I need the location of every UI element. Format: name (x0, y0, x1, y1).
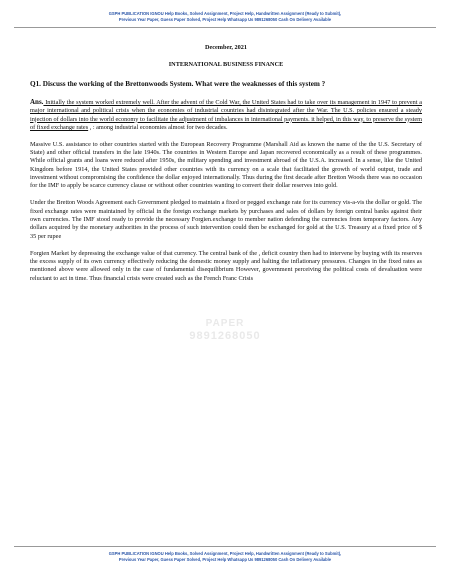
page-footer (0, 551, 450, 563)
answer-paragraph-3: Under the Bretton Woods Agreement each Government pledged to maintain a fixed or pegged exchange rate for its currency vis-a-vis the dollar or gold. The fixed exchange rates were maintained by official in the foreign exchange markets by purchases and sales of dollars by foreign central banks against their own currencies. The IMF stood ready to provide the necessary Forgien.exchange to member nation defending the currencies from temporary factors. Any dollars acquired by the monetary authorities in the process of such intervention could then be exchanged for gold at the U.S. Treasury at a fixed price of $ 35 per rupee (30, 199, 422, 240)
watermark-phone: 9891268050 (189, 330, 261, 342)
header-line-2: Previous Year Paper, Guess Paper Solved, Project Help Whatsapp Us 9891268050 Cash On Delivery Available (118, 17, 332, 22)
footer-line-2: Previous Year Paper, Guess Paper Solved, Project Help Whatsapp Us 9891268050 Cash On Delivery Available (118, 557, 332, 562)
header-divider (14, 27, 436, 28)
answer-label: Ans. (30, 97, 44, 106)
header-line-1: GSPH PUBLICATION IGNOU Help Books, Solved Assignment, Project Help, Handwritten Assignment (Ready to Submit), (108, 11, 342, 16)
question-text: Q1. Discuss the working of the Brettonwoods System. What were the weaknesses of this system ? (30, 79, 326, 88)
exam-date: December, 2021 (204, 44, 248, 51)
subject-title: INTERNATIONAL BUSINESS FINANCE (168, 61, 284, 69)
answer-paragraph-1-end: , : among industrial economies almost for two decades. (88, 123, 228, 131)
answer-paragraph-1 (30, 98, 422, 132)
document-body (30, 44, 422, 291)
answer-paragraph-1-text: Initially the system worked extremely well. After the advent of the Cold War, the United States had to take over its management in 1947 to prevent a major international and political crisis when the economies of industrial countries had disintegrated after the War. The U.S. policies ensured a steady injection of dollars into the world economy to facilitate the adjustment of imbalances in international payments. it helped, in this way, to preserve the system of fixed exchange rates (30, 98, 422, 131)
footer-line-1: GSPH PUBLICATION IGNOU Help Books, Solved Assignment, Project Help, Handwritten Assignment (Ready to Submit), (108, 551, 342, 556)
answer-paragraph-4: Forgien Market by depressing the exchange value of that currency. The central bank of the , deficit country then had to intervene by buying with its reserves the excess supply of its own currency effectively reducing the domestic money supply and halting the inflationary pressures. Changes in the fixed rates as mentioned above were allowed only in the case of fundamental disequilibrium However, government perceiving the political costs of devaluation were reluctant to act in time. Thus financial crisis were created such as the French Franc Crisis (30, 249, 422, 282)
watermark-name: PAPER (205, 318, 245, 329)
page-header (0, 11, 450, 23)
answer-paragraph-2: Massive U.S. assistance to other countries started with the European Recovery Programme (Marshall Aid as known the name of the the U.S. Secretary of State) and other official transfers in the late 1940s. The countries in Western Europe and Japan recovered economically as a result of these programmes. While official grants and loans were reduced after 1950s, the military spending and investment abroad of the U.S.A. increased. In a sense, like the United Kingdom before 1914, the United States provided other countries with its currency on a scale that facilitated the growth of world output, trade and investment without compromising the confidence the dollar enjoyed internationally. Thus during the first decade after Bretton Woods there was no occasion for the IMF to apply be scarce currency clause or without other countries wanting to convert their dollar reserves into gold. (30, 140, 422, 190)
footer-divider (14, 546, 436, 547)
